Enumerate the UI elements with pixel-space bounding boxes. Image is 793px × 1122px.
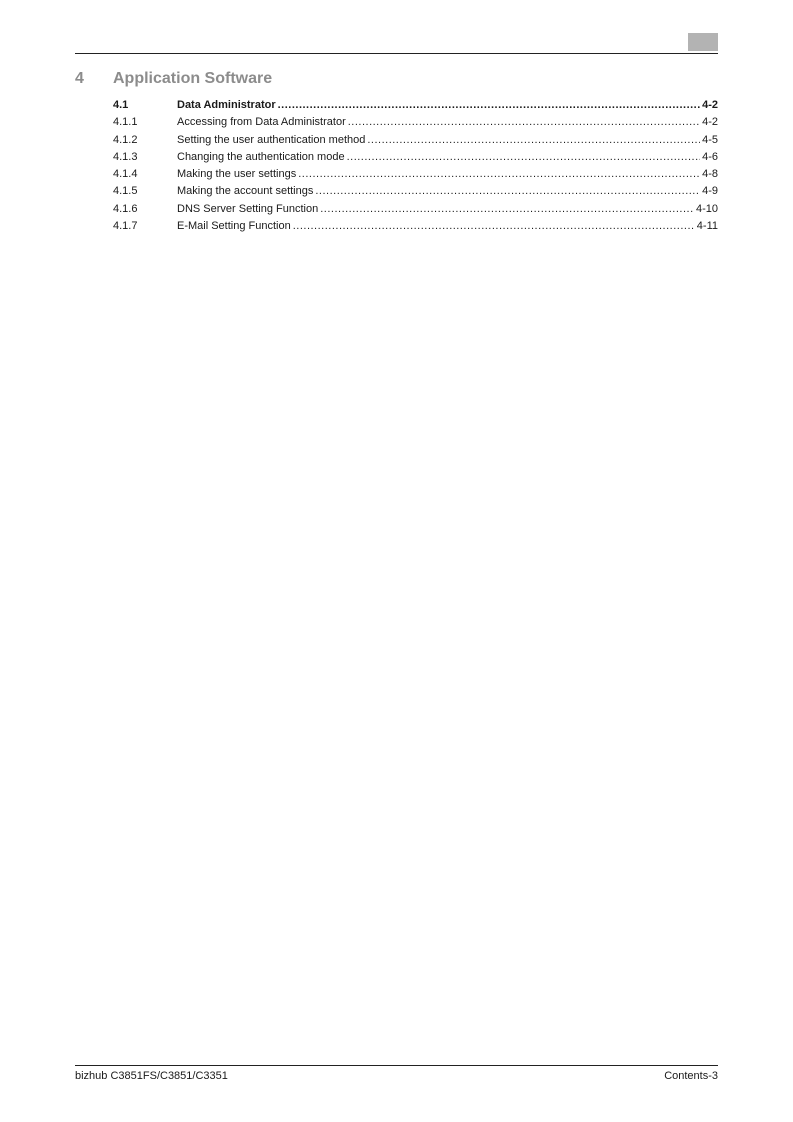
toc-entry-title: Accessing from Data Administrator <box>177 116 346 129</box>
toc-dot-leader <box>367 132 700 149</box>
toc-entry-4-1-5[interactable] <box>113 183 718 200</box>
toc-entry-4-1-6[interactable] <box>113 201 718 218</box>
chapter-title: Application Software <box>113 70 273 87</box>
toc-entry-page: 4-2 <box>702 116 718 129</box>
toc-entry-number: 4.1.6 <box>113 202 138 215</box>
toc-dot-leader <box>348 114 700 131</box>
toc-entry-4-1[interactable] <box>113 97 718 114</box>
toc-dot-leader <box>293 218 695 235</box>
toc-entry-4-1-1[interactable] <box>113 114 718 131</box>
toc-entry-number: 4.1.1 <box>113 116 138 129</box>
toc-entry-title: Data Administrator <box>177 99 276 111</box>
toc-dot-leader <box>315 183 700 200</box>
toc-entry-number: 4.1.2 <box>113 133 138 146</box>
toc-entry-number: 4.1.7 <box>113 220 138 233</box>
toc-entry-number: 4.1 <box>113 99 129 111</box>
toc-entry-page: 4-2 <box>702 99 718 111</box>
toc-entry-page: 4-11 <box>696 220 718 233</box>
table-of-contents <box>113 97 718 235</box>
toc-entry-title: Making the user settings <box>177 168 297 181</box>
toc-entry-page: 4-8 <box>702 168 718 181</box>
toc-entry-4-1-3[interactable] <box>113 149 718 166</box>
toc-entry-4-1-2[interactable] <box>113 132 718 149</box>
toc-entry-title: Making the account settings <box>177 185 314 198</box>
toc-dot-leader <box>298 166 700 183</box>
toc-entry-4-1-7[interactable] <box>113 218 718 235</box>
toc-dot-leader <box>278 97 700 114</box>
chapter-number: 4 <box>75 70 84 87</box>
header-tab-marker <box>688 33 718 51</box>
toc-dot-leader <box>320 201 694 218</box>
chapter-heading <box>75 70 718 92</box>
toc-entry-number: 4.1.4 <box>113 168 138 181</box>
toc-entry-title: E-Mail Setting Function <box>177 220 291 233</box>
toc-entry-page: 4-10 <box>695 202 718 215</box>
toc-entry-number: 4.1.3 <box>113 150 138 163</box>
footer-rule <box>75 1065 718 1066</box>
toc-entry-4-1-4[interactable] <box>113 166 718 183</box>
header-rule <box>75 53 718 54</box>
toc-entry-title: Changing the authentication mode <box>177 150 345 163</box>
toc-entry-page: 4-5 <box>702 133 718 146</box>
footer-page-number: Contents-3 <box>664 1070 718 1082</box>
toc-entry-number: 4.1.5 <box>113 185 138 198</box>
toc-entry-title: Setting the user authentication method <box>177 133 366 146</box>
toc-entry-title: DNS Server Setting Function <box>177 202 319 215</box>
toc-dot-leader <box>347 149 701 166</box>
footer-product-name: bizhub C3851FS/C3851/C3351 <box>75 1070 228 1082</box>
toc-entry-page: 4-6 <box>702 150 718 163</box>
toc-entry-page: 4-9 <box>702 185 718 198</box>
